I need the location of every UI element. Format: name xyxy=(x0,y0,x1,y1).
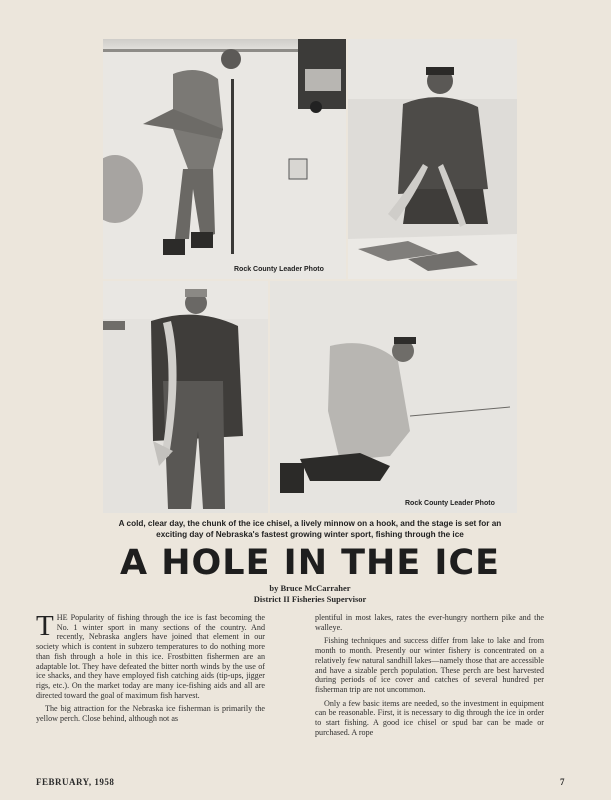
article-paragraph: plentiful in most lakes, rates the ever-hungry northern pike and the walleye. xyxy=(315,613,544,632)
page-number: 7 xyxy=(560,777,565,787)
article-column-right xyxy=(315,613,544,741)
article-headline: A HOLE IN THE ICE xyxy=(119,543,501,583)
byline-author: by Bruce McCarraher xyxy=(269,583,351,593)
byline-title: District II Fisheries Supervisor xyxy=(253,594,367,604)
photo-chiseling-illustration xyxy=(103,39,346,279)
photo-credit: Rock County Leader Photo xyxy=(405,500,495,507)
photo-pike-illustration xyxy=(103,281,268,513)
photo-caption: A cold, clear day, the chunk of the ice chisel, a lively minnow on a hook, and the stage is set for an exciting day of Nebraska's fastest growing winter sport, fishing through the ice xyxy=(118,519,502,539)
paragraph-text: HE Popularity of fishing through the ice is fast becoming the No. 1 winter sport in many sections of the country. And recently, Nebraska anglers have joined that element in our society which is content in subzero temperatures to do nothing more than fish through a hole in this ice. Frostbitten fishermen are an adaptable lot. They have defeated the bitter north winds by the use of ice shacks, and they have employed fish catching aids (tip-ups, jigger rigs, etc.). On the market today are many ice-fishing aids and all are directed toward the goal of maximum fish harvest. xyxy=(36,613,265,700)
photo-kneeling-fisherman xyxy=(270,281,517,513)
photo-catch-illustration xyxy=(348,39,517,279)
photo-man-chiseling-ice xyxy=(103,39,346,279)
photo-man-with-catch xyxy=(348,39,517,279)
article-paragraph: Only a few basic items are needed, so the investment in equipment can be reasonable. First, it is necessary to dig through the ice in order to start fishing. A good ice chisel or spud bar can be made or purchased. A rope xyxy=(315,698,544,737)
photo-kneeling-illustration xyxy=(270,281,517,513)
drop-cap: T xyxy=(36,610,54,642)
issue-date: FEBRUARY, 1958 xyxy=(36,777,115,787)
photo-man-holding-pike xyxy=(103,281,268,513)
article-paragraph: Fishing techniques and success differ from lake to lake and from month to month. Presently our winter fishery is concentrated on a relatively few natural sandhill lakes—namely those that are accessible and have a sizable perch population. These perch are best harvested during periods of ice cover and catches of several hundred per fisherman trip are not uncommon. xyxy=(315,636,544,694)
article-column-left xyxy=(36,610,265,728)
photo-credit: Rock County Leader Photo xyxy=(234,266,324,273)
article-paragraph: The big attraction for the Nebraska ice fisherman is primarily the yellow perch. Close behind, although not as xyxy=(36,704,265,724)
article-paragraph xyxy=(36,610,265,700)
byline xyxy=(104,583,516,605)
